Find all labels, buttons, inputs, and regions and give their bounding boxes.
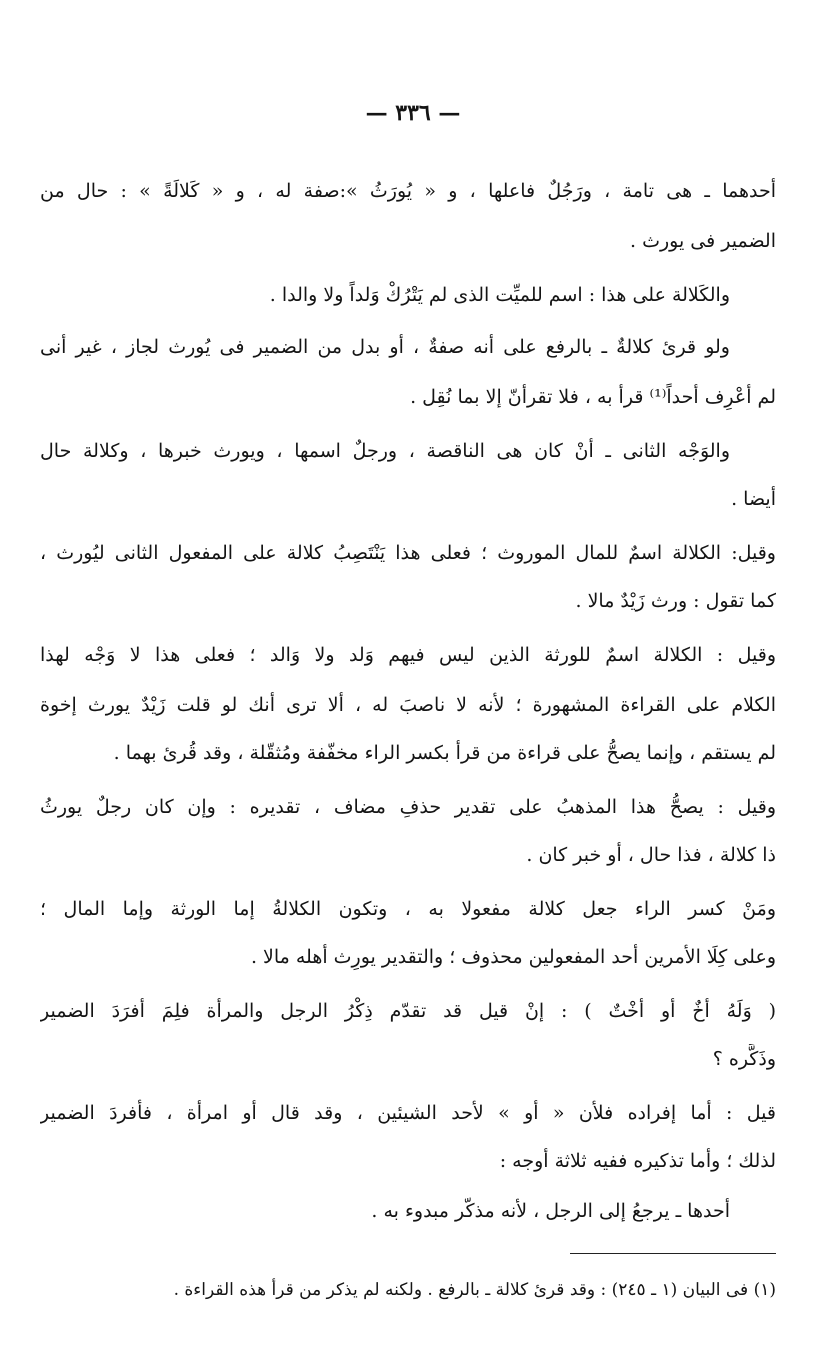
footnote-divider xyxy=(570,1253,776,1254)
text-line: لم أعْرِف أحداً⁽¹⁾ قرأ به ، فلا تقرأنّ إلا بما نُقِل . xyxy=(410,386,776,408)
text-line: لم يستقم ، وإنما يصحُّ على قراءة من قرأ بكسر الراء مخفّفة ومُثقّلة ، وقد قُرئ بهما . xyxy=(113,742,776,764)
text-line: ومَنْ كسر الراء جعل كلالة مفعولا به ، وتكون الكلالةُ إما الورثة وإما المال ؛ xyxy=(40,898,776,920)
text-line: الكلام على القراءة المشهورة ؛ لأنه لا ناصبَ له ، ألا ترى أنك لو قلت زَيْدٌ يورث إخوة xyxy=(40,694,776,716)
text-line: ( وَلَهُ أخٌ أو أخْتٌ ) : إنْ قيل قد تقدّم ذِكْرُ الرجل والمرأة فلِمَ أفرَدَ الضمير xyxy=(40,1000,776,1022)
text-line: والوَجْه الثانى ـ أنْ كان هى الناقصة ، ورجلٌ اسمها ، ويورث خبرها ، وكلالة حال xyxy=(40,440,730,462)
footnote: (١) فى البيان (١ ـ ٢٤٥) : وقد قرئ كلالة ـ بالرفع . ولكنه لم يذكر من قرأ هذه القراءة . xyxy=(173,1280,776,1300)
text-line: وعلى كِلَا الأمرين أحد المفعولين محذوف ؛ والتقدير يورِث أهله مالا . xyxy=(250,946,776,968)
text-line: ذا كلالة ، فذا حال ، أو خبر كان . xyxy=(526,844,776,866)
text-line: قيل : أما إفراده فلأن « أو » لأحد الشيئين ، وقد قال أو امرأة ، فأفردَ الضمير xyxy=(40,1102,776,1124)
page-number: — ٣٣٦ — xyxy=(365,100,461,126)
text-line: وقيل : الكلالة اسمٌ للورثة الذين ليس فيهم وَلد ولا وَالد ؛ فعلى هذا لا وَجْه لهذا xyxy=(40,644,776,666)
text-line: ولو قرئ كلالةٌ ـ بالرفع على أنه صفةٌ ، أو بدل من الضمير فى يُورث لجاز ، غير أنى xyxy=(40,336,730,358)
text-line: أيضا . xyxy=(731,488,776,510)
text-line: وقيل : يصحُّ هذا المذهبُ على تقدير حذفِ مضاف ، تقديره : وإن كان رجلٌ يورثُ xyxy=(40,796,776,818)
text-line: أحدها ـ يرجعُ إلى الرجل ، لأنه مذكّر مبدوء به . xyxy=(371,1200,730,1222)
text-line: الضمير فى يورث . xyxy=(630,230,776,252)
text-line: أحدهما ـ هى تامة ، ورَجُلٌ فاعلها ، و « يُورَثُ »:صفة له ، و « كَلالَةً » : حال من xyxy=(40,180,776,202)
text-line: والكَلالة على هذا : اسم للميِّت الذى لم يَتْرُكْ وَلداً ولا والدا . xyxy=(269,284,730,306)
text-line: كما تقول : ورث زَيْدٌ مالا . xyxy=(575,590,776,612)
text-line: لذلك ؛ وأما تذكيره ففيه ثلاثة أوجه : xyxy=(499,1150,776,1172)
text-line: وذَكَّره ؟ xyxy=(712,1048,776,1070)
text-line: وقيل: الكلالة اسمٌ للمال الموروث ؛ فعلى هذا يَنْتَصِبُ كلالة على المفعول الثانى ليُورث ، xyxy=(40,542,776,564)
